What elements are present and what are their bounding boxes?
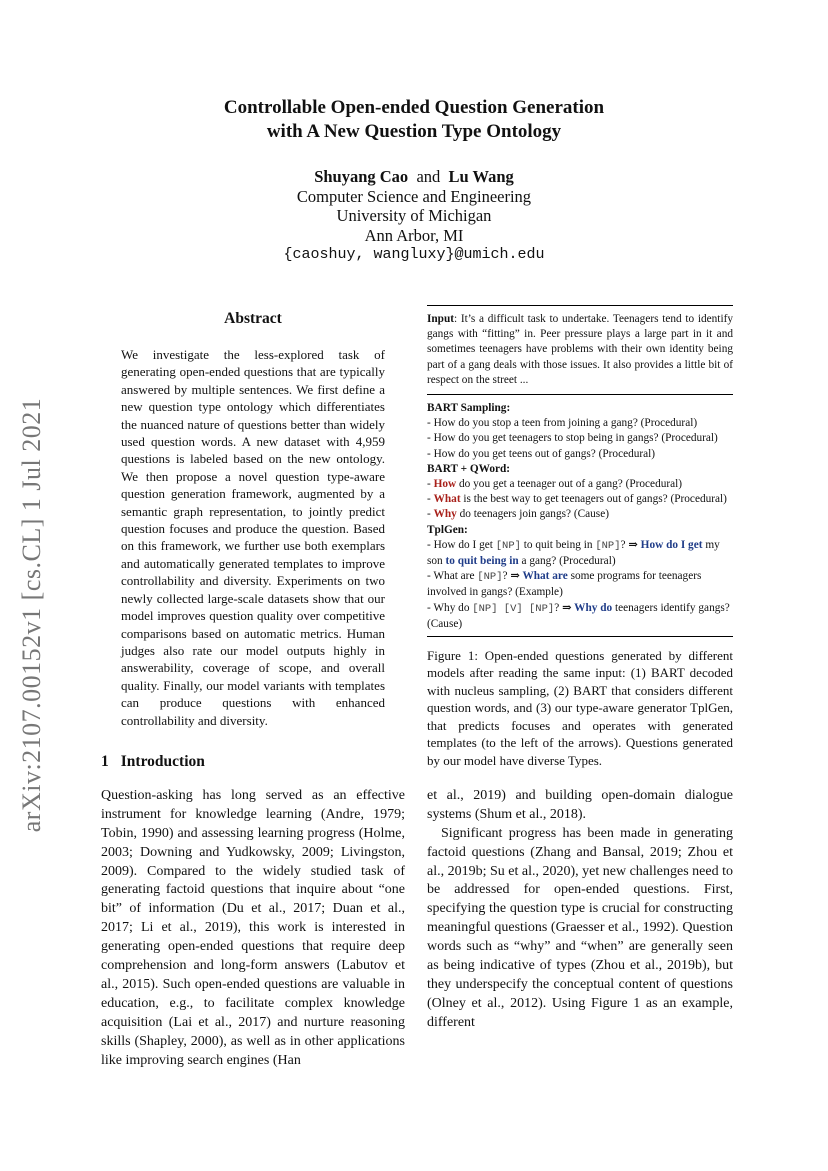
bart-qword-label: BART + QWord:: [427, 462, 511, 475]
arrow-icon: ⇒: [562, 601, 572, 614]
arxiv-identifier: arXiv:2107.00152v1 [cs.CL] 1 Jul 2021: [17, 397, 46, 833]
right-column: [427, 305, 733, 1033]
question-word: What: [433, 493, 461, 506]
tplgen-line: [427, 538, 733, 569]
bart-sampling-label: BART Sampling:: [427, 402, 511, 415]
bart-line: - How do you get teens out of gangs? (Procedural): [427, 447, 656, 460]
author-2: Lu Wang: [448, 167, 514, 186]
tplgen-line: [427, 601, 733, 632]
figure-1-box: [427, 305, 733, 637]
tpl-text: ?: [502, 570, 511, 583]
author-and: and: [416, 167, 441, 186]
author-dept: Computer Science and Engineering: [296, 186, 532, 206]
qword-line: - How do you get a teenager out of a gang? (Procedural): [427, 478, 683, 491]
section-heading-introduction: [101, 753, 405, 771]
tpl-text: a gang? (Procedural): [518, 555, 616, 568]
template-slot: [NP]: [595, 539, 621, 552]
tpl-text: ?: [620, 538, 629, 551]
left-column: [101, 310, 405, 1071]
tpl-text: teenagers identify gangs? (Cause): [427, 601, 730, 630]
author-univ: University of Michigan: [336, 206, 492, 225]
title-line-2: with A New Question Type Ontology: [266, 121, 562, 142]
author-block: [0, 167, 828, 265]
input-label: Input: [427, 313, 455, 325]
tpl-focus: to quit being in: [445, 555, 519, 568]
template-slot: [NP] [V] [NP]: [472, 602, 555, 615]
abstract-heading: Abstract: [224, 310, 282, 327]
arrow-icon: ⇒: [510, 570, 520, 583]
tpl-text: some programs for teenagers involved in gangs? (Example): [427, 570, 702, 599]
abstract-text: We investigate the less-explored task of generating open-ended questions that are typically answered by multiple sentences. We first define a new question type ontology which differentiates the nuanced nature of questions better than widely used question words. A new dataset with 4,959 questions is labeled based on the new ontology. We then propose a novel question type-aware question generation framework, augmented by a semantic graph representation, to jointly predict question focuses and produce the question. Based on this framework, we further use both exemplars and automatically generated templates to improve controllability and diversity. Experiments on two newly collected large-scale datasets show that our model improves question quality over competitive comparisons based on automatic metrics. Human judges also rate our model outputs highly in answerability, coverage of scope, and overall quality. Finally, our model variants with templates can produce questions with enhanced controllability and diversity.: [121, 347, 385, 728]
question-word: How: [433, 478, 457, 491]
author-names: [0, 167, 828, 187]
tpl-text: my son: [427, 538, 720, 568]
tpl-focus: How do I get: [637, 538, 703, 551]
bart-line: - How do you stop a teen from joining a gang? (Procedural): [427, 417, 698, 430]
author-email[interactable]: {caoshuy, wangluxy}@umich.edu: [283, 246, 545, 263]
figure-input: [427, 312, 733, 395]
intro-paragraph-1: Question-asking has long served as an effective instrument for knowledge learning (Andre, 1979; Tobin, 1990) and assessing learning progress (Holme, 2003; Downing and Yudkowsky, 2009; Livingston, 2009). Compared to the widely studied task of generating factoid questions that inquire about “one bit” of information (Du et al., 2017; Duan et al., 2017; Li et al., 2019), this work is interested in generating open-ended questions that require deep comprehension and long-form answers (Labutov et al., 2015). Such open-ended questions are valuable in education, e.g., to facilitate complex knowledge acquisition (Lai et al., 2017) and nurture reasoning skills (Shapley, 2000), as well as in other applications like improving search engines (Han: [101, 787, 405, 1068]
paper-title: [0, 96, 828, 144]
qword-rest: do you get a teenager out of a gang? (Procedural): [456, 478, 683, 491]
question-word: Why: [433, 508, 457, 521]
input-text: : It’s a difficult task to undertake. Teenagers tend to identify gangs with “fitting” in. Peer pressure plays a large part in it and sometimes teenagers have problems with their own identity being part of a gang deals with those issues. It also provides a little bit of respect on the street ...: [427, 313, 733, 386]
qword-line: - What is the best way to get teenagers out of gangs? (Procedural): [427, 493, 727, 506]
tpl-text: - How do I get: [427, 538, 496, 551]
tpl-focus: Why do: [571, 601, 613, 614]
right-paragraph-2-text: Significant progress has been made in generating factoid questions (Zhang and Bansal, 2019; Zhou et al., 2019b; Su et al., 2020), yet new challenges need to be addressed for open-ended questions. First, specifying the question type is crucial for constructing meaningful questions (Graesser et al., 1992). Question words such as “why” and “when” are generally seen as being indicative of types (Zhou et al., 2019b), but they underspecify the conceptual content of questions (Olney et al., 2012). Using Figure 1 as an example, different: [427, 825, 733, 1030]
right-paragraph-1: et al., 2019) and building open-domain dialogue systems (Shum et al., 2018).: [427, 787, 733, 822]
arxiv-sidebar: [8, 380, 56, 850]
author-city: Ann Arbor, MI: [364, 225, 464, 245]
tpl-focus: What are: [519, 570, 568, 583]
right-paragraph-2: [427, 825, 733, 1033]
author-1: Shuyang Cao: [314, 167, 409, 186]
section-title: Introduction: [120, 752, 205, 770]
tpl-text: to quit being in: [520, 538, 596, 551]
qword-rest: is the best way to get teenagers out of gangs? (Procedural): [460, 493, 727, 506]
bart-line: - How do you get teenagers to stop being in gangs? (Procedural): [427, 432, 718, 445]
figure-1-caption: Figure 1: Open-ended questions generated by different models after reading the same input: (1) BART decoded with nucleus sampling, (2) BART that considers different question words, and (3) our type-aware generator TplGen, that predicts focuses and operates with generated templates (to the left of the arrows). Questions generated by our model have diverse Types.: [427, 648, 733, 768]
tplgen-line: [427, 569, 733, 600]
tpl-text: ?: [554, 601, 563, 614]
title-line-1: Controllable Open-ended Question Generation: [223, 97, 605, 118]
section-number: 1: [101, 752, 109, 770]
template-slot: [NP]: [495, 539, 521, 552]
template-slot: [NP]: [477, 571, 503, 584]
qword-line: - Why do teenagers join gangs? (Cause): [427, 508, 609, 521]
arrow-icon: ⇒: [628, 538, 638, 551]
tpl-text: - What are: [427, 570, 478, 583]
tplgen-label: TplGen:: [427, 523, 468, 536]
qword-rest: do teenagers join gangs? (Cause): [456, 508, 609, 521]
tpl-text: - Why do: [427, 601, 473, 614]
